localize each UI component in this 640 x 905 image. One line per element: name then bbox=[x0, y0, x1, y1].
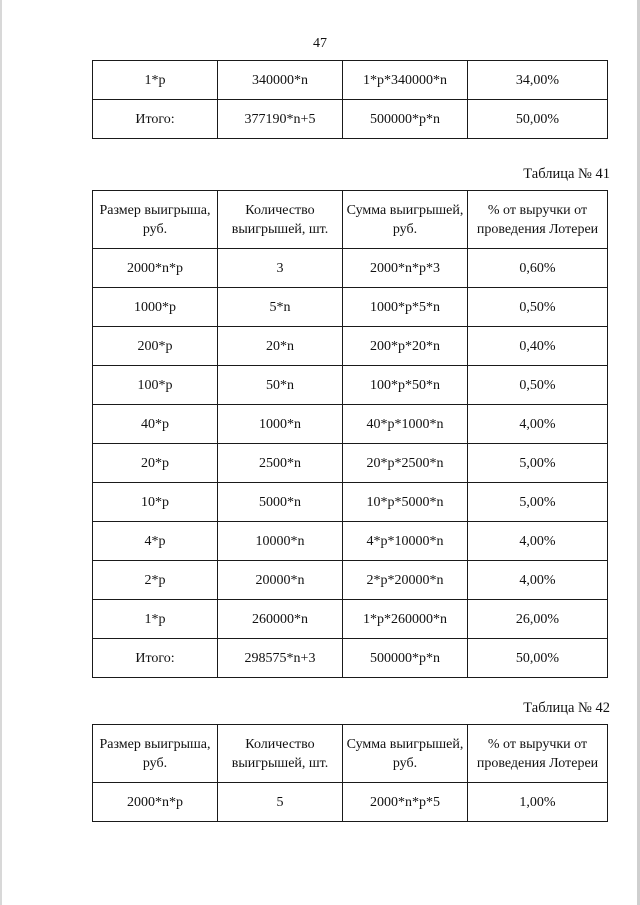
table-row bbox=[93, 522, 608, 561]
revenue-percent-cell: 0,50% bbox=[468, 366, 608, 405]
table-row bbox=[93, 561, 608, 600]
prize-count-cell: 1000*n bbox=[218, 405, 343, 444]
prize-size-cell: 1*p bbox=[93, 61, 218, 100]
prize-size-cell: 2*p bbox=[93, 561, 218, 600]
prize-size-cell: 200*p bbox=[93, 327, 218, 366]
table-row bbox=[93, 288, 608, 327]
prize-size-cell: 1000*p bbox=[93, 288, 218, 327]
prize-sum-cell: 4*p*10000*n bbox=[343, 522, 468, 561]
prize-sum-cell: 2000*n*p*5 bbox=[343, 783, 468, 822]
prize-sum-cell: 1*p*260000*n bbox=[343, 600, 468, 639]
table-total-row bbox=[93, 100, 608, 139]
prize-count-cell: 20000*n bbox=[218, 561, 343, 600]
prize-sum-cell: 1000*p*5*n bbox=[343, 288, 468, 327]
prize-count-cell: 260000*n bbox=[218, 600, 343, 639]
revenue-percent-cell: 26,00% bbox=[468, 600, 608, 639]
prize-sum-cell: 100*p*50*n bbox=[343, 366, 468, 405]
prize-sum-cell: 20*p*2500*n bbox=[343, 444, 468, 483]
prize-size-cell: 1*p bbox=[93, 600, 218, 639]
prize-count-cell: 377190*n+5 bbox=[218, 100, 343, 139]
table-40-tail bbox=[92, 60, 608, 139]
prize-size-cell: 20*p bbox=[93, 444, 218, 483]
header-prize-count: Количество выигрышей, шт. bbox=[218, 191, 343, 249]
prize-sum-cell: 500000*p*n bbox=[343, 100, 468, 139]
table-42-caption: Таблица № 42 bbox=[523, 700, 610, 716]
table-row bbox=[93, 405, 608, 444]
prize-sum-cell: 10*p*5000*n bbox=[343, 483, 468, 522]
scan-edge-left bbox=[0, 0, 2, 905]
revenue-percent-cell: 1,00% bbox=[468, 783, 608, 822]
prize-sum-cell: 2*p*20000*n bbox=[343, 561, 468, 600]
revenue-percent-cell: 0,50% bbox=[468, 288, 608, 327]
revenue-percent-cell: 34,00% bbox=[468, 61, 608, 100]
revenue-percent-cell: 4,00% bbox=[468, 405, 608, 444]
table-row bbox=[93, 444, 608, 483]
revenue-percent-cell: 5,00% bbox=[468, 444, 608, 483]
revenue-percent-cell: 4,00% bbox=[468, 561, 608, 600]
prize-count-cell: 50*n bbox=[218, 366, 343, 405]
header-prize-count: Количество выигрышей, шт. bbox=[218, 725, 343, 783]
prize-count-cell: 5 bbox=[218, 783, 343, 822]
revenue-percent-cell: 50,00% bbox=[468, 100, 608, 139]
prize-size-cell: 10*p bbox=[93, 483, 218, 522]
table-row bbox=[93, 249, 608, 288]
revenue-percent-cell: 0,40% bbox=[468, 327, 608, 366]
prize-count-cell: 2500*n bbox=[218, 444, 343, 483]
header-prize-sum: Сумма выигрышей, руб. bbox=[343, 725, 468, 783]
prize-count-cell: 20*n bbox=[218, 327, 343, 366]
prize-sum-cell: 40*p*1000*n bbox=[343, 405, 468, 444]
revenue-percent-cell: 0,60% bbox=[468, 249, 608, 288]
table-41 bbox=[92, 190, 608, 678]
table-row bbox=[93, 61, 608, 100]
prize-size-cell: 40*p bbox=[93, 405, 218, 444]
prize-count-cell: 10000*n bbox=[218, 522, 343, 561]
prize-count-cell: 3 bbox=[218, 249, 343, 288]
revenue-percent-cell: 4,00% bbox=[468, 522, 608, 561]
table-row bbox=[93, 327, 608, 366]
table-total-row bbox=[93, 639, 608, 678]
prize-size-cell: 100*p bbox=[93, 366, 218, 405]
table-42 bbox=[92, 724, 608, 822]
header-revenue-percent: % от выручки от проведения Лотереи bbox=[468, 191, 608, 249]
table-row bbox=[93, 483, 608, 522]
prize-size-cell: 2000*n*p bbox=[93, 249, 218, 288]
prize-count-cell: 5*n bbox=[218, 288, 343, 327]
table-header-row bbox=[93, 191, 608, 249]
table-header-row bbox=[93, 725, 608, 783]
header-prize-sum: Сумма выигрышей, руб. bbox=[343, 191, 468, 249]
prize-sum-cell: 200*p*20*n bbox=[343, 327, 468, 366]
prize-sum-cell: 1*p*340000*n bbox=[343, 61, 468, 100]
header-revenue-percent: % от выручки от проведения Лотереи bbox=[468, 725, 608, 783]
total-label-cell: Итого: bbox=[93, 639, 218, 678]
table-row bbox=[93, 366, 608, 405]
revenue-percent-cell: 5,00% bbox=[468, 483, 608, 522]
header-prize-size: Размер выигрыша, руб. bbox=[93, 725, 218, 783]
table-41-caption: Таблица № 41 bbox=[523, 166, 610, 182]
page-number: 47 bbox=[313, 36, 327, 51]
prize-sum-cell: 2000*n*p*3 bbox=[343, 249, 468, 288]
prize-size-cell: 2000*n*p bbox=[93, 783, 218, 822]
prize-count-cell: 5000*n bbox=[218, 483, 343, 522]
table-row bbox=[93, 783, 608, 822]
total-label-cell: Итого: bbox=[93, 100, 218, 139]
header-prize-size: Размер выигрыша, руб. bbox=[93, 191, 218, 249]
prize-sum-cell: 500000*p*n bbox=[343, 639, 468, 678]
prize-count-cell: 340000*n bbox=[218, 61, 343, 100]
revenue-percent-cell: 50,00% bbox=[468, 639, 608, 678]
prize-count-cell: 298575*n+3 bbox=[218, 639, 343, 678]
prize-size-cell: 4*p bbox=[93, 522, 218, 561]
table-row bbox=[93, 600, 608, 639]
